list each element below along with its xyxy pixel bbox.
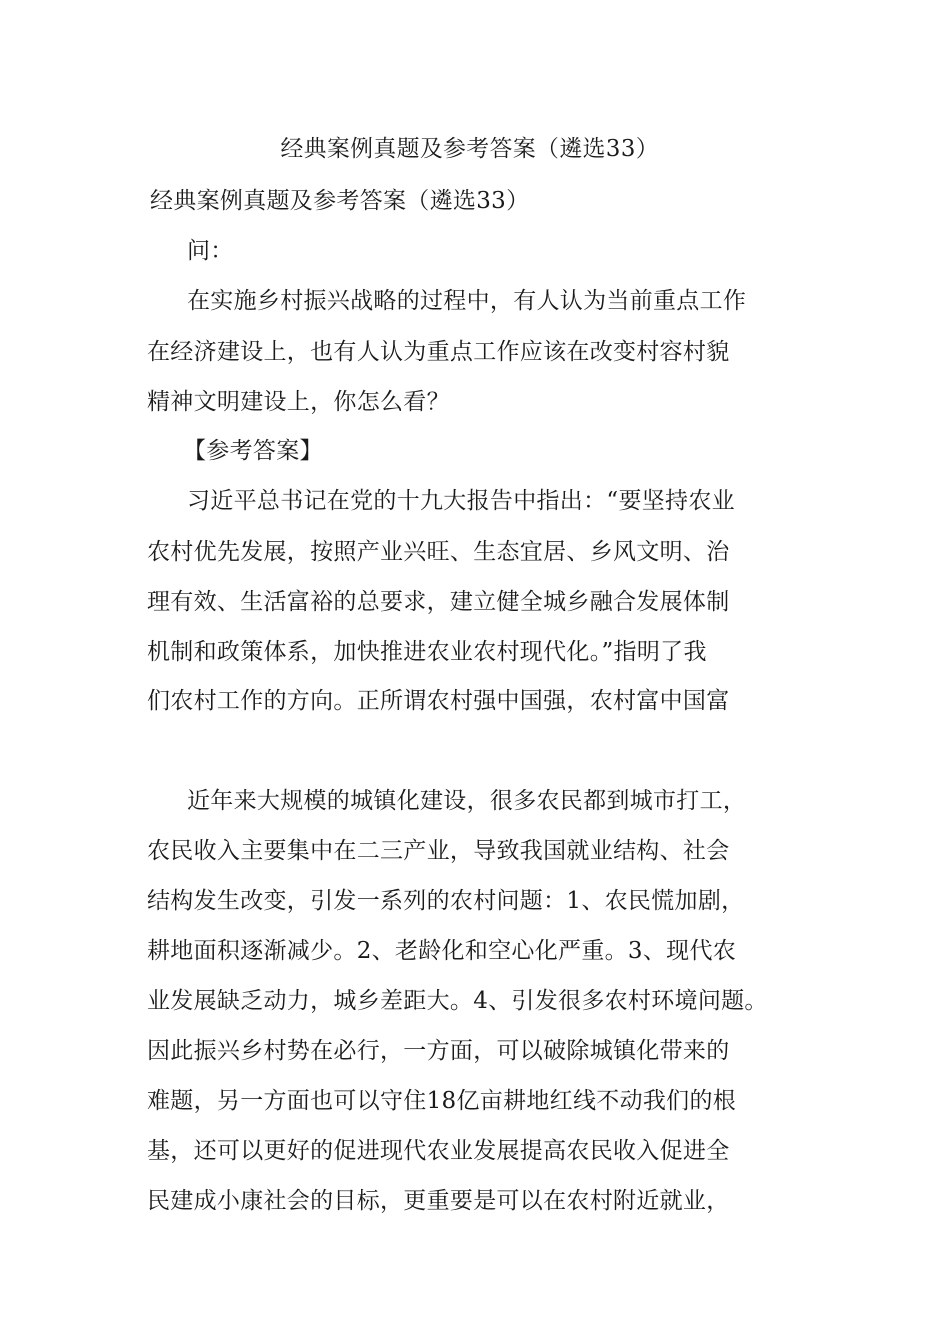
paragraph2-line: 民建成小康社会的目标，更重要是可以在农村附近就业， bbox=[147, 1188, 730, 1214]
paragraph1-line: 习近平总书记在党的十九大报告中指出：“要坚持农业 bbox=[187, 488, 735, 514]
paragraph2-line: 近年来大规模的城镇化建设，很多农民都到城市打工， bbox=[187, 788, 747, 814]
paragraph1-line: 理有效、生活富裕的总要求，建立健全城乡融合发展体制 bbox=[147, 589, 730, 615]
paragraph1-line: 机制和政策体系，加快推进农业农村现代化。”指明了我 bbox=[147, 639, 707, 665]
document-title: 经典案例真题及参考答案（遴选33） bbox=[280, 136, 660, 162]
question-line: 在实施乡村振兴战略的过程中，有人认为当前重点工作 bbox=[187, 288, 747, 314]
paragraph2-line: 业发展缺乏动力，城乡差距大。4、引发很多农村环境问题。 bbox=[147, 988, 768, 1014]
paragraph2-line: 因此振兴乡村势在必行，一方面，可以破除城镇化带来的 bbox=[147, 1038, 730, 1064]
question-line: 精神文明建设上，你怎么看？ bbox=[147, 389, 450, 415]
paragraph1-line: 们农村工作的方向。正所谓农村强中国强，农村富中国富 bbox=[147, 688, 730, 714]
paragraph2-line: 结构发生改变，引发一系列的农村问题：1、农民慌加剧， bbox=[147, 888, 745, 914]
paragraph2-line: 难题，另一方面也可以守住18亿亩耕地红线不动我们的根 bbox=[147, 1088, 737, 1114]
question-line: 在经济建设上，也有人认为重点工作应该在改变村容村貌 bbox=[147, 339, 730, 365]
paragraph2-line: 农民收入主要集中在二三产业，导致我国就业结构、社会 bbox=[147, 838, 730, 864]
paragraph2-line: 耕地面积逐渐减少。2、老龄化和空心化严重。3、现代农 bbox=[147, 938, 737, 964]
paragraph2-line: 基，还可以更好的促进现代农业发展提高农民收入促进全 bbox=[147, 1138, 730, 1164]
paragraph1-line: 农村优先发展，按照产业兴旺、生态宜居、乡风文明、治 bbox=[147, 539, 730, 565]
document-subtitle: 经典案例真题及参考答案（遴选33） bbox=[150, 188, 530, 214]
question-label: 问： bbox=[187, 238, 234, 264]
answer-label: 【参考答案】 bbox=[183, 438, 323, 464]
